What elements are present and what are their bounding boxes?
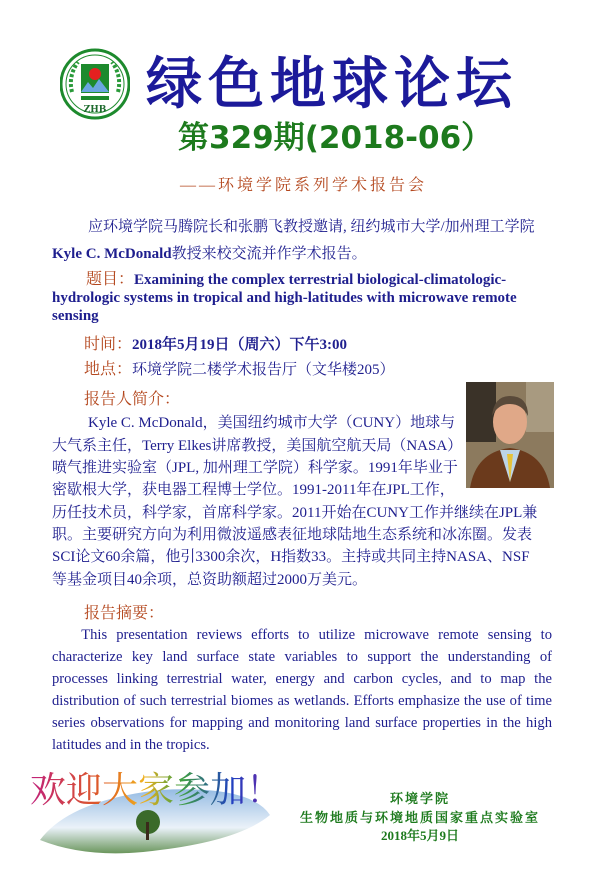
bio-line: 等基金项目40余项，总资助额超过2000万美元。: [52, 572, 368, 588]
intro-line-2-rest: 教授来校交流并作学术报告。: [171, 246, 367, 262]
footer-date: 2018年5月9日: [380, 828, 459, 843]
zhb-logo: [60, 48, 130, 120]
time-value: 2018年5月19日（周六）下午3:00: [132, 337, 348, 353]
place-row: [84, 360, 395, 380]
bio-line: Kyle C. McDonald，美国纽约城市大学（CUNY）地球与: [88, 415, 456, 431]
topic-text: Examining the complex terrestrial biological-climatologic-hydrologic systems in tropical and high-latitudes with microwave remote sensing: [52, 272, 517, 324]
time-label: 时间：: [84, 336, 133, 353]
series-subtitle: ——环境学院系列学术报告会: [180, 177, 428, 194]
bio-line: 喷气推进实验室（JPL, 加州理工学院）科学家。1991年毕业于: [52, 460, 458, 476]
intro-line-1: 应环境学院马腾院长和张鹏飞教授邀请, 纽约城市大学/加州理工学院: [88, 219, 535, 235]
footer-org-1: 环境学院: [389, 791, 450, 806]
forum-title: 绿色地球论坛: [146, 51, 518, 117]
abstract-text: This presentation reviews efforts to utilize microwave remote sensing to characterize key land surface state variables to support the understanding of processes linking terrestrial water, energy and carbon cycles, and to map the distribution of such terrestrial biomes as wetlands. Efforts emphasize the use of time series observations for mapping and monitoring land surface properties in the high latitudes and in the tropics.: [52, 627, 552, 753]
bio-line: 大气系主任，Terry Elkes讲席教授，美国航空航天局（NASA）: [52, 438, 463, 454]
place-value: 环境学院二楼学术报告厅（文华楼205）: [132, 362, 395, 378]
issue-number: 第329期(2018-06）: [178, 120, 493, 156]
logo-text: ZHB: [83, 105, 107, 115]
bio-label: 报告人简介：: [84, 391, 181, 408]
speaker-photo: [466, 382, 554, 488]
speaker-name: Kyle C. McDonald: [52, 246, 172, 262]
time-row: [84, 335, 347, 355]
welcome-text: 欢迎大家参加！: [30, 770, 283, 811]
welcome-banner: [10, 760, 300, 860]
place-label: 地点：: [84, 361, 133, 378]
topic-label: 题目：: [86, 271, 135, 288]
intro-line-2: [52, 244, 367, 264]
topic: [52, 271, 552, 325]
bio-line: 密歇根大学，获电器工程博士学位。1991-2011年在JPL工作，: [52, 482, 455, 498]
bio-line: 职。主要研究方向为利用微波遥感表征地球陆地生态系统和冰冻圈。发表: [52, 527, 533, 543]
abstract-label: 报告摘要：: [84, 605, 165, 622]
bio-line: SCI论文60余篇，他引3300余次，H指数33。主持或共同主持NASA、NSF: [52, 549, 530, 565]
footer-org-2: 生物地质与环境地质国家重点实验室: [299, 810, 540, 825]
bio-line: 历任技术员，科学家，首席科学家。2011开始在CUNY工作并继续在JPL兼: [52, 505, 538, 521]
